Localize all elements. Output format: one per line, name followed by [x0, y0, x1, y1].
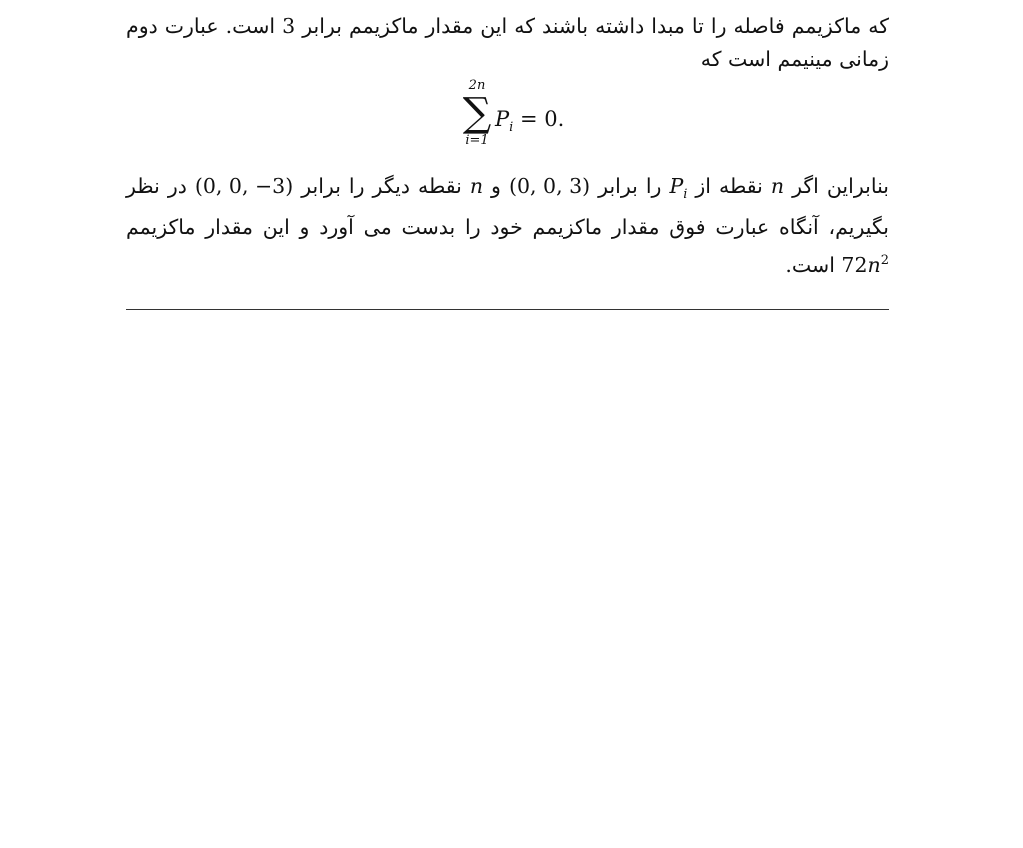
math-p-i: $P_i$ [669, 174, 688, 203]
paragraph-2-text-d: و [483, 174, 509, 198]
paragraph-1-text-b: است. عبارت دوم زمانی مینیمم است که [126, 14, 889, 71]
text-body [126, 10, 889, 282]
equation-term [495, 104, 564, 143]
paragraph-2-text-e: نقطه دیگر را برابر [293, 174, 470, 198]
paragraph-2 [126, 170, 889, 282]
equation-subscript: i [509, 120, 514, 136]
math-max-value: $72n^2$ [841, 252, 889, 277]
equation-rhs: = 0. [513, 107, 565, 131]
math-point-negative: (0, 0, −3) [194, 174, 294, 198]
math-value-3: 3 [282, 14, 296, 38]
paragraph-2-text-b: نقطه از [687, 174, 771, 198]
summation-upper-limit: 2n [468, 78, 486, 93]
summation-lower-limit: i=1 [465, 133, 489, 148]
math-point-positive: (0, 0, 3) [508, 174, 591, 198]
paragraph-1 [126, 10, 889, 76]
math-n-1: n [770, 174, 785, 198]
equation-variable: P [495, 107, 510, 131]
horizontal-rule [126, 309, 889, 310]
paragraph-2-text-g: است. [785, 252, 842, 277]
paragraph-1-text-a: که ماکزیمم فاصله را تا مبدا داشته باشند که این مقدار ماکزیمم برابر [295, 14, 889, 38]
display-equation [126, 76, 889, 170]
summation-symbol: ∑ [462, 90, 492, 136]
paragraph-2-text-f: در نظر بگیریم، آنگاه عبارت فوق مقدار ماکزیمم خود را بدست می آورد و این مقدار ماکزیمم [126, 174, 889, 240]
paragraph-2-text-a: بنابراین اگر [784, 174, 889, 198]
math-n-2: n [469, 174, 484, 198]
summation [457, 78, 497, 150]
paragraph-2-text-c: را برابر [590, 174, 670, 198]
